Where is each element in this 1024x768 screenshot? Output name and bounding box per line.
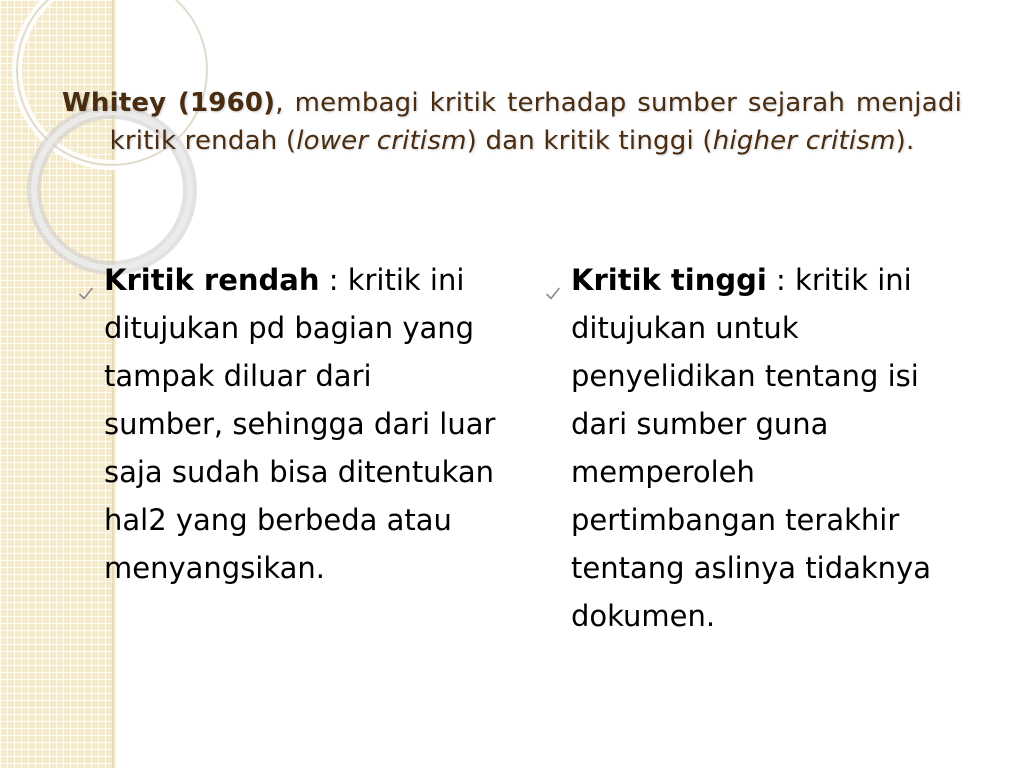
title-text-2: ) dan kritik tinggi ( [466,126,713,156]
title-term-higher: higher critism [712,126,896,156]
bullet-column-right [545,256,965,640]
bullet-column-left [78,256,498,592]
bullet-kritik-rendah [78,256,498,592]
slide-title [62,84,962,160]
title-comma: , [275,88,284,118]
bullet-text [571,256,965,640]
bullet-term: Kritik rendah [104,263,320,297]
title-text-3: ). [895,126,915,156]
bullet-text [104,256,498,592]
title-text-1: membagi kritik terhadap sumber sejarah menjadi kritik rendah ( [109,88,962,156]
title-term-lower: lower critism [296,126,467,156]
title-author: Whitey (1960) [62,88,276,118]
checkmark-icon [78,256,104,316]
checkmark-icon [545,256,571,316]
bullet-definition: : kritik ini ditujukan pd bagian yang tampak diluar dari sumber, sehingga dari luar saja sudah bisa ditentukan hal2 yang berbeda atau menyangsikan. [104,263,496,585]
bullet-definition: : kritik ini ditujukan untuk penyelidikan tentang isi dari sumber guna memperoleh pertimbangan terakhir tentang aslinya tidaknya dokumen. [571,263,931,633]
bullet-kritik-tinggi [545,256,965,640]
bullet-term: Kritik tinggi [571,263,767,297]
